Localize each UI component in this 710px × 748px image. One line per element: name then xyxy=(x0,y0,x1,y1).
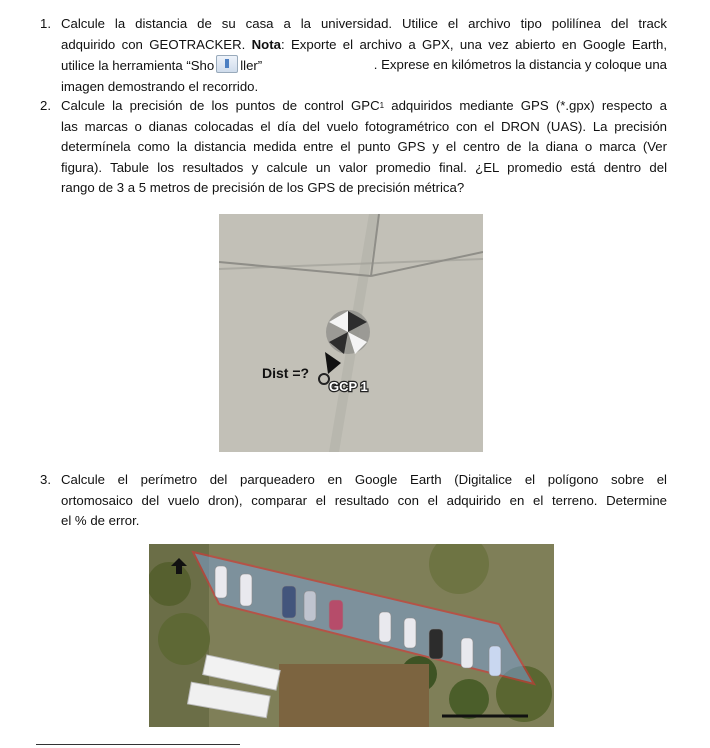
ruler-icon xyxy=(216,55,238,73)
item-text: Calcule el perímetro del parqueadero en Google Earth (Digitalice el polígono sobre el ortomosaico del vuelo dron), comparar el resultado con el adquirido en el terreno. Determine el % de error. xyxy=(61,472,667,529)
gcp-label: GCP 1 xyxy=(329,379,368,394)
footnote-ref: 1 xyxy=(379,101,385,110)
note-label: Nota xyxy=(251,36,281,52)
dist-label: Dist =? xyxy=(262,365,310,381)
item-number: 3. xyxy=(40,472,51,487)
parking-lot-figure xyxy=(149,544,554,727)
target-marker xyxy=(326,310,370,354)
item-text: Calcule la distancia de su casa a la universidad. Utilice el archivo tipo polilínea del track adquirido con GEOTRACKER. Nota: Exporte el archivo a GPX, una vez abierto en Google Earth, utilice la herramienta “Sho ller” . Exprese en kilómetros la distancia y coloque una imagen demostrando el recorrido. xyxy=(61,16,667,94)
item-number: 2. xyxy=(40,98,51,113)
footnote-separator xyxy=(36,744,240,745)
gcp-target-figure xyxy=(219,214,483,452)
item-text: Calcule la precisión de los puntos de control GPC$^1$ adquiridos mediante GPS (*.gpx) respecto a las marcas o dianas colocadas el día del vuelo fotogramétrico con el DRON (UAS). La precisión determínela como la distancia medida entre el punto GPS y el centro de la diana o marca (Ver figura). Tabule los resultados y calcule un valor promedio final. ¿EL promedio está dentro del rango de 3 a 5 metros de precisión de los GPS de precisión métrica? xyxy=(61,98,667,196)
parking-orthomosaic xyxy=(149,544,554,727)
item-number: 1. xyxy=(40,16,51,31)
gcp-photo xyxy=(219,214,483,452)
